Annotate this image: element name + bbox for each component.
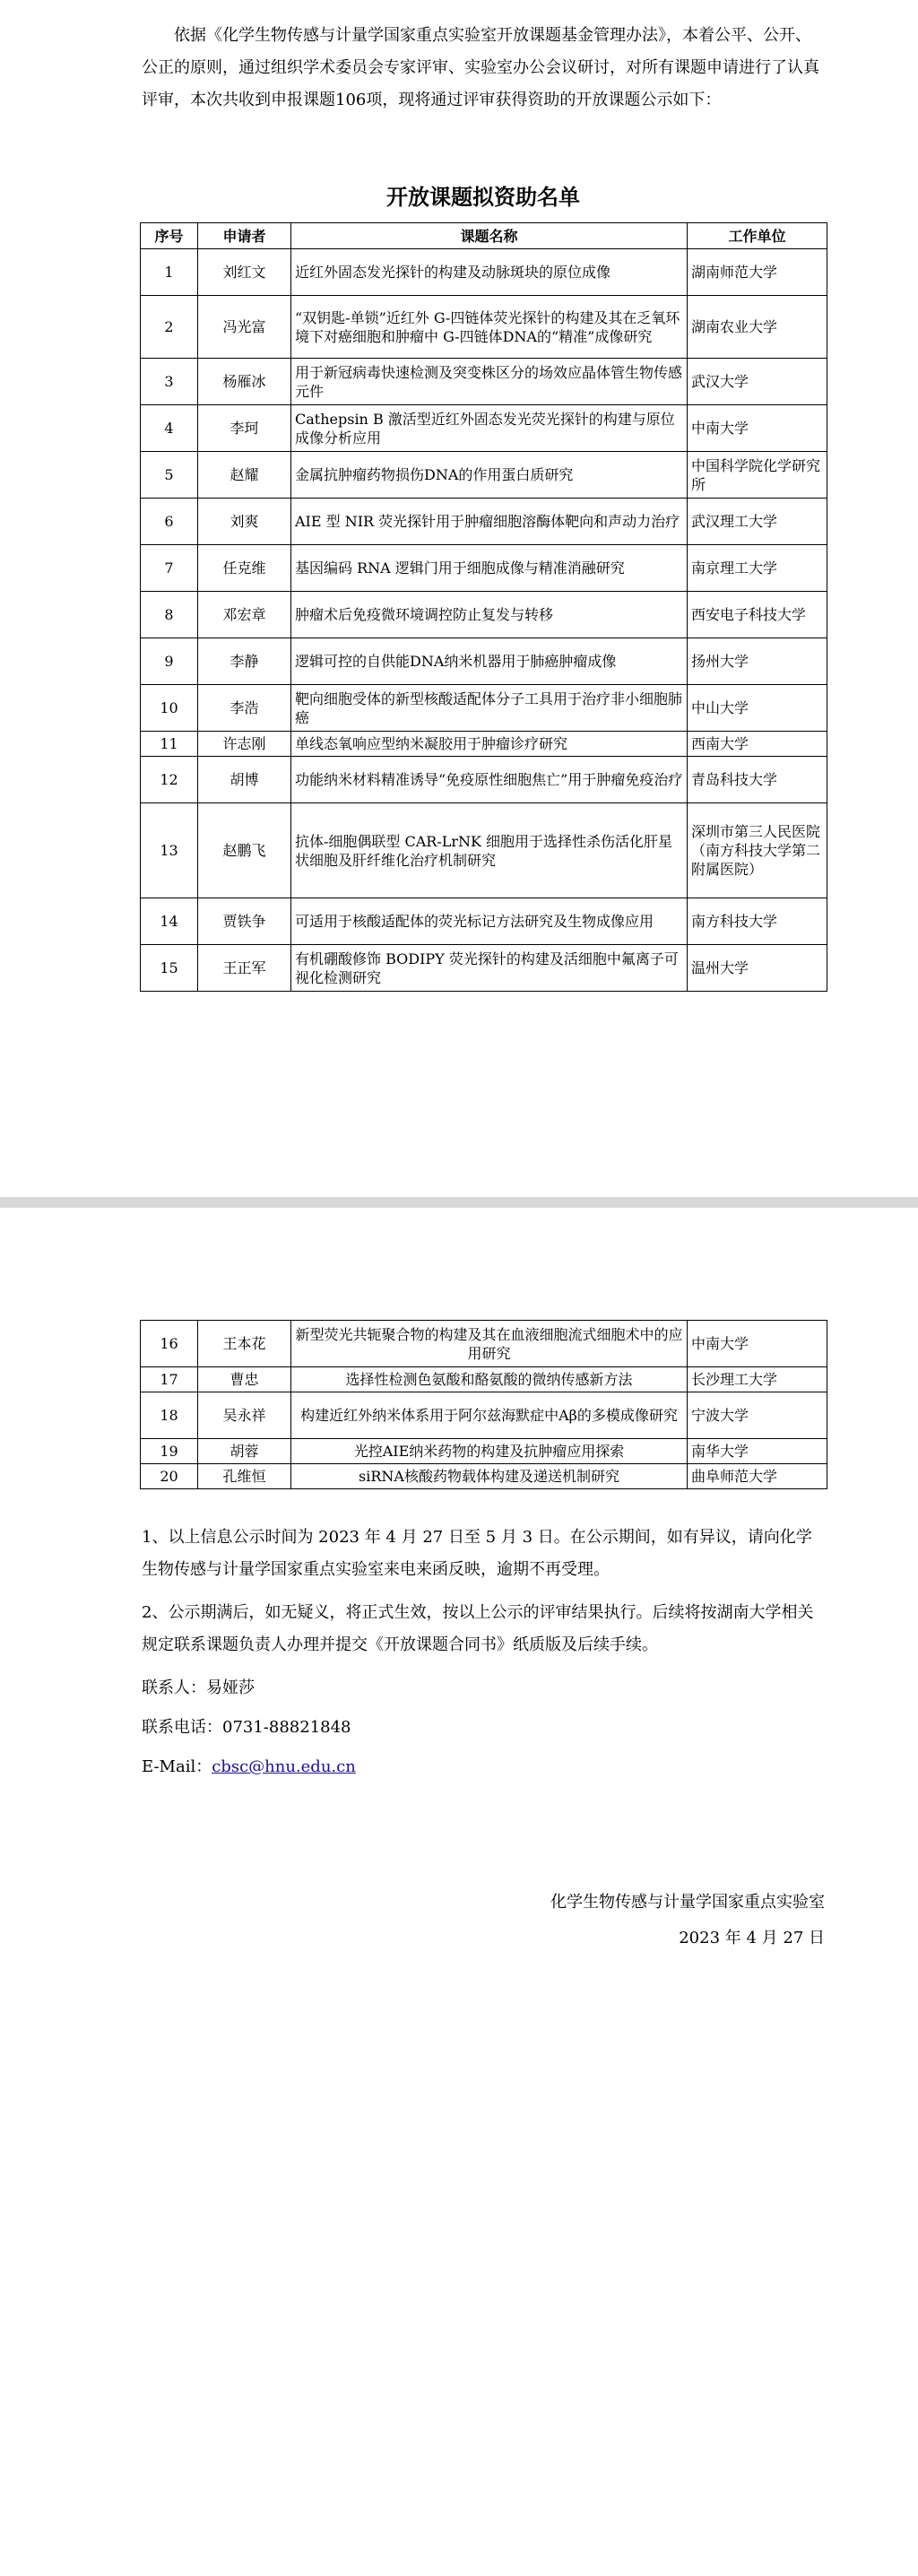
row-institution: 中国科学院化学研究所 [688,452,827,499]
row-applicant: 杨雁冰 [198,359,291,405]
table-row [141,296,827,359]
signature-date: 2023 年 4 月 27 日 [679,1929,825,1947]
row-applicant: 李静 [198,638,291,685]
row-project-title: Cathepsin B 激活型近红外固态发光荧光探针的构建与原位成像分析应用 [291,405,688,452]
row-project-title: 用于新冠病毒快速检测及突变株区分的场效应晶体管生物传感元件 [291,359,688,405]
row-institution: 扬州大学 [688,638,827,685]
table-row [141,1464,827,1489]
row-index: 15 [141,945,198,992]
row-applicant: 冯光富 [198,296,291,359]
header-project: 课题名称 [291,223,688,249]
row-index: 11 [141,732,198,757]
row-applicant: 许志刚 [198,732,291,757]
row-institution: 中南大学 [688,1321,827,1367]
row-applicant: 赵鹏飞 [198,803,291,898]
row-project-title: 抗体-细胞偶联型 CAR-LrNK 细胞用于选择性杀伤活化肝星状细胞及肝纤维化治疗机制研究 [291,803,688,898]
table-row [141,1392,827,1439]
row-project-title: 金属抗肿瘤药物损伤DNA的作用蛋白质研究 [291,452,688,499]
row-project-title: 肿瘤术后免疫微环境调控防止复发与转移 [291,592,688,638]
row-project-title: 选择性检测色氨酸和酪氨酸的微纳传感新方法 [291,1367,688,1392]
row-institution: 武汉理工大学 [688,499,827,545]
table-title: 开放课题拟资助名单 [386,185,580,210]
table-row [141,1321,827,1367]
row-institution: 宁波大学 [688,1392,827,1439]
table-row [141,249,827,296]
table-row [141,1367,827,1392]
row-applicant: 刘爽 [198,499,291,545]
table-row [141,452,827,499]
row-index: 8 [141,592,198,638]
row-index: 5 [141,452,198,499]
row-project-title: 基因编码 RNA 逻辑门用于细胞成像与精准消融研究 [291,545,688,592]
row-institution: 青岛科技大学 [688,757,827,803]
notes-section [142,1522,825,1791]
table-row [141,898,827,945]
row-applicant: 贾铁争 [198,898,291,945]
table-row [141,359,827,405]
row-institution: 深圳市第三人民医院（南方科技大学第二附属医院） [688,803,827,898]
row-institution: 西安电子科技大学 [688,592,827,638]
row-index: 10 [141,685,198,732]
row-project-title: 单线态氧响应型纳米凝胶用于肿瘤诊疗研究 [291,732,688,757]
row-institution: 曲阜师范大学 [688,1464,827,1489]
row-project-title: 逻辑可控的自供能DNA纳米机器用于肺癌肿瘤成像 [291,638,688,685]
table-row [141,545,827,592]
table-row [141,757,827,803]
row-institution: 湖南农业大学 [688,296,827,359]
table-row [141,638,827,685]
contact-label: 联系人： [142,1678,206,1697]
table-row [141,1439,827,1464]
note-1: 1、以上信息公示时间为 2023 年 4 月 27 日至 5 月 3 日。在公示期间，如有异议，请向化学生物传感与计量学国家重点实验室来电来函反映，逾期不再受理。 [142,1528,812,1579]
funding-table [140,222,827,992]
contact-email [142,1751,825,1783]
signature-org: 化学生物传感与计量学国家重点实验室 [550,1893,825,1912]
document-page-2 [0,1208,918,2576]
intro-paragraph: 依据《化学生物传感与计量学国家重点实验室开放课题基金管理办法》，本着公平、公开、公正的原则，通过组织学术委员会专家评审、实验室办公会议研讨，对所有课题申请进行了认真评审，本次共收到申报课题106项，现将通过评审获得资助的开放课题公示如下： [142,26,819,109]
row-applicant: 孔维恒 [198,1464,291,1489]
row-index: 4 [141,405,198,452]
document-page-1 [0,0,918,1197]
note-2: 2、公示期满后，如无疑义，将正式生效，按以上公示的评审结果执行。后续将按湖南大学相关规定联系课题负责人办理并提交《开放课题合同书》纸质版及后续手续。 [142,1603,814,1654]
row-index: 9 [141,638,198,685]
row-project-title: 有机硼酸修饰 BODIPY 荧光探针的构建及活细胞中氟离子可视化检测研究 [291,945,688,992]
row-index: 13 [141,803,198,898]
row-project-title: 可适用于核酸适配体的荧光标记方法研究及生物成像应用 [291,898,688,945]
row-index: 16 [141,1321,198,1367]
row-project-title: 靶向细胞受体的新型核酸适配体分子工具用于治疗非小细胞肺癌 [291,685,688,732]
table-row [141,405,827,452]
row-applicant: 曹忠 [198,1367,291,1392]
row-institution: 武汉大学 [688,359,827,405]
row-applicant: 任克维 [198,545,291,592]
row-applicant: 胡博 [198,757,291,803]
row-project-title: “双钥匙-单锁”近红外 G-四链体荧光探针的构建及其在乏氧环境下对癌细胞和肿瘤中 G-四链体DNA的“精准”成像研究 [291,296,688,359]
table-row [141,592,827,638]
row-institution: 中山大学 [688,685,827,732]
row-institution: 温州大学 [688,945,827,992]
row-institution: 南京理工大学 [688,545,827,592]
contact-phone [142,1712,825,1744]
row-institution: 南华大学 [688,1439,827,1464]
row-index: 2 [141,296,198,359]
row-institution: 南方科技大学 [688,898,827,945]
row-applicant: 吴永祥 [198,1392,291,1439]
phone-label: 联系电话： [142,1718,222,1737]
row-index: 17 [141,1367,198,1392]
row-index: 6 [141,499,198,545]
row-index: 1 [141,249,198,296]
row-applicant: 李珂 [198,405,291,452]
table-row [141,803,827,898]
row-applicant: 王正军 [198,945,291,992]
row-applicant: 刘红文 [198,249,291,296]
row-index: 12 [141,757,198,803]
row-applicant: 王本花 [198,1321,291,1367]
phone-number: 0731-88821848 [222,1718,351,1737]
row-institution: 西南大学 [688,732,827,757]
row-project-title: 构建近红外纳米体系用于阿尔兹海默症中Aβ的多模成像研究 [291,1392,688,1439]
row-applicant: 邓宏章 [198,592,291,638]
row-institution: 中南大学 [688,405,827,452]
row-institution: 湖南师范大学 [688,249,827,296]
contact-name: 易娅莎 [206,1678,255,1697]
header-index: 序号 [141,223,198,249]
header-institution: 工作单位 [688,223,827,249]
contact-person [142,1672,825,1704]
row-institution: 长沙理工大学 [688,1367,827,1392]
table-row [141,945,827,992]
email-label: E-Mail： [142,1757,212,1776]
row-project-title: 近红外固态发光探针的构建及动脉斑块的原位成像 [291,249,688,296]
row-project-title: 光控AIE纳米药物的构建及抗肿瘤应用探索 [291,1439,688,1464]
page-separator [0,1197,918,1208]
table-row [141,732,827,757]
funding-table-continued [140,1320,827,1489]
table-header-row [141,223,827,249]
table-row [141,685,827,732]
row-applicant: 赵耀 [198,452,291,499]
row-project-title: siRNA核酸药物载体构建及递送机制研究 [291,1464,688,1489]
email-link[interactable]: cbsc@hnu.edu.cn [212,1757,356,1776]
row-index: 19 [141,1439,198,1464]
row-index: 7 [141,545,198,592]
row-project-title: 新型荧光共轭聚合物的构建及其在血液细胞流式细胞术中的应用研究 [291,1321,688,1367]
table-row [141,499,827,545]
row-index: 3 [141,359,198,405]
row-applicant: 胡蓉 [198,1439,291,1464]
row-index: 18 [141,1392,198,1439]
row-index: 20 [141,1464,198,1489]
signature-block [550,1885,825,1956]
header-applicant: 申请者 [198,223,291,249]
row-index: 14 [141,898,198,945]
row-applicant: 李浩 [198,685,291,732]
row-project-title: 功能纳米材料精准诱导“免疫原性细胞焦亡”用于肿瘤免疫治疗 [291,757,688,803]
row-project-title: AIE 型 NIR 荧光探针用于肿瘤细胞溶酶体靶向和声动力治疗 [291,499,688,545]
